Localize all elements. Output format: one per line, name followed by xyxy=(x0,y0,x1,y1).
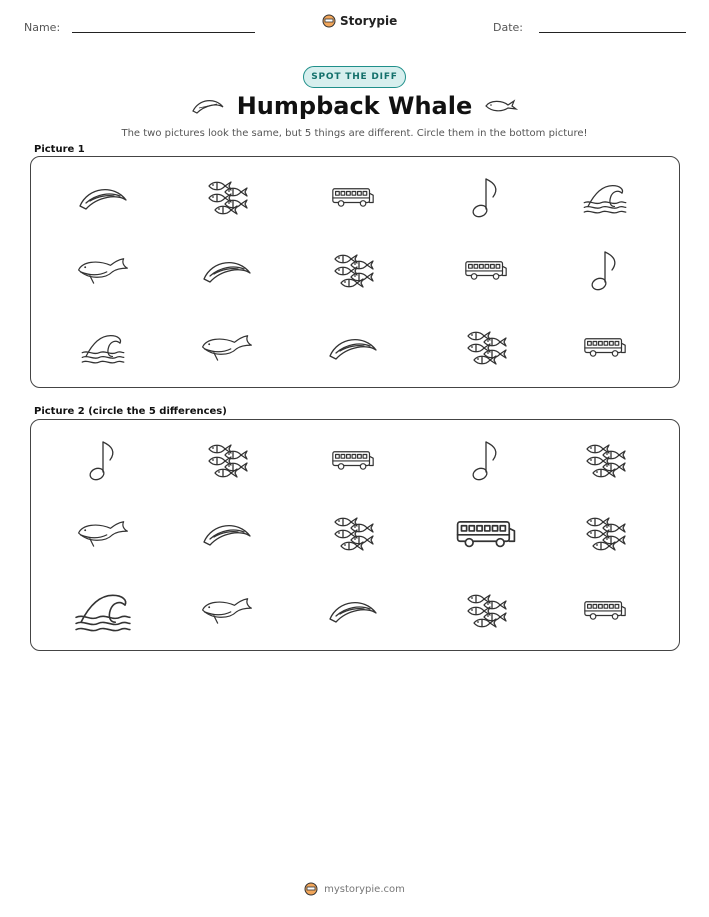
picture-2-panel xyxy=(30,419,680,651)
date-label: Date: xyxy=(493,21,523,34)
bus-icon[interactable] xyxy=(330,449,376,471)
whale-icon xyxy=(484,97,518,115)
instructions: The two pictures look the same, but 5 things are different. Circle them in the bottom picture! xyxy=(121,128,588,139)
whale-icon[interactable] xyxy=(200,595,254,625)
date-line[interactable] xyxy=(539,32,686,33)
whale-tail-icon xyxy=(202,257,252,283)
picture-1-panel xyxy=(30,156,680,388)
music-note-icon xyxy=(471,175,501,219)
whale-tail-icon[interactable] xyxy=(202,520,252,546)
brand-logo xyxy=(322,14,397,28)
picture-1-grid xyxy=(31,157,679,387)
fish-school-icon[interactable] xyxy=(583,513,627,553)
spot-the-diff-badge: SPOT THE DIFF xyxy=(303,66,406,88)
picture-2-grid[interactable] xyxy=(31,420,679,650)
bus-icon xyxy=(330,186,376,208)
fish-school-icon[interactable] xyxy=(331,513,375,553)
name-label: Name: xyxy=(24,21,61,34)
storypie-logo-icon xyxy=(304,882,318,896)
footer-url: mystorypie.com xyxy=(324,883,405,895)
whale-tail-icon xyxy=(191,97,225,115)
fish-school-icon xyxy=(205,177,249,217)
picture-2-label: Picture 2 (circle the 5 differences) xyxy=(34,406,227,417)
fish-school-icon[interactable] xyxy=(205,440,249,480)
whale-tail-icon xyxy=(328,334,378,360)
whale-tail-icon xyxy=(78,184,128,210)
music-note-icon[interactable] xyxy=(88,438,118,482)
whale-icon xyxy=(76,255,130,285)
bus-icon[interactable] xyxy=(582,599,628,621)
wave-icon xyxy=(80,330,126,364)
fish-school-icon[interactable] xyxy=(464,590,508,630)
fish-school-icon xyxy=(464,327,508,367)
wave-icon[interactable] xyxy=(73,588,133,632)
bus-icon xyxy=(463,259,509,281)
name-line[interactable] xyxy=(72,32,255,33)
storypie-logo-icon xyxy=(322,14,336,28)
music-note-icon xyxy=(590,248,620,292)
fish-school-icon[interactable] xyxy=(583,440,627,480)
picture-1-label: Picture 1 xyxy=(34,144,85,155)
brand-name: Storypie xyxy=(340,14,398,28)
bus-icon[interactable] xyxy=(454,518,518,549)
fish-school-icon xyxy=(331,250,375,290)
whale-icon[interactable] xyxy=(76,518,130,548)
title-row xyxy=(0,92,709,120)
wave-icon xyxy=(582,180,628,214)
whale-icon xyxy=(200,332,254,362)
page-title: Humpback Whale xyxy=(236,92,473,120)
bus-icon xyxy=(582,336,628,358)
music-note-icon[interactable] xyxy=(471,438,501,482)
footer xyxy=(0,882,709,896)
whale-tail-icon[interactable] xyxy=(328,597,378,623)
